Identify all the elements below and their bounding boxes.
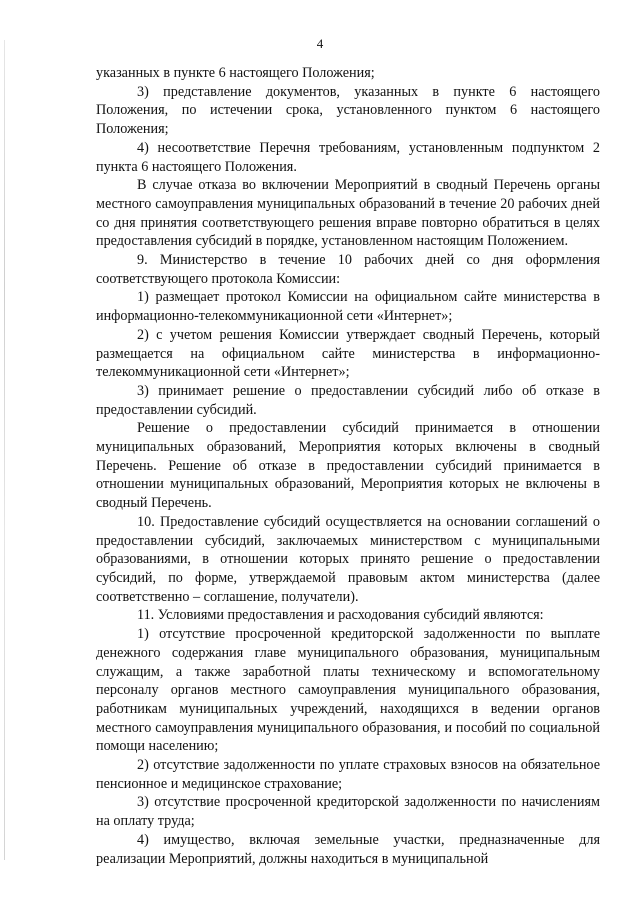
paragraph: 9. Министерство в течение 10 рабочих дней со дня оформления соответствующего протокола Комиссии: (96, 252, 600, 287)
paragraph: 4) имущество, включая земельные участки, предназначенные для реализации Мероприятий, должны находиться в муниципальной (96, 831, 600, 867)
paragraph: 1) отсутствие просроченной кредиторской задолженности по выплате денежного содержания главе муниципального образования, муниципальным служащим, а также заработной платы техническому и вспомогательному персоналу органов местного самоуправления муниципального образования, работникам муниципальных учреждений, находящихся в ведении органов местного самоуправления муниципального образования, и пособий по социальной помощи населению; (96, 626, 600, 755)
paragraph: указанных в пункте 6 настоящего Положения; (96, 65, 375, 81)
scan-edge-line (4, 40, 5, 860)
paragraph: 3) отсутствие просроченной кредиторской задолженности по начислениям на оплату труда; (96, 794, 600, 830)
paragraph: 1) размещает протокол Комиссии на официальном сайте министерства в информационно-телекоммуникационной сети «Интернет»; (96, 289, 600, 325)
body-text (96, 64, 600, 868)
paragraph: 10. Предоставление субсидий осуществляется на основании соглашений о предоставлении субсидий, заключаемых министерством с муниципальными образованиями, в отношении которых принято решение о предоставлении субсидий, по форме, утверждаемой правовым актом министерства (далее соответственно – соглашение, получатели). (96, 513, 600, 605)
paragraph: 2) отсутствие задолженности по уплате страховых взносов на обязательное пенсионное и медицинское страхование; (96, 757, 600, 792)
paragraph: 3) представление документов, указанных в пункте 6 настоящего Положения, по истечении срока, установленного пунктом 6 настоящего Положения; (96, 83, 600, 138)
paragraph: 2) с учетом решения Комиссии утверждает сводный Перечень, который размещается на официальном сайте министерства в информационно-телекоммуникационной сети «Интернет»; (96, 326, 600, 381)
paragraph: В случае отказа во включении Мероприятий в сводный Перечень органы местного самоуправления муниципальных образований в течение 20 рабочих дней со дня принятия соответствующего решения вправе повторно обратиться в целях предоставления субсидий в порядке, установленном настоящим Положением. (96, 177, 600, 250)
paragraph: Решение о предоставлении субсидий принимается в отношении муниципальных образований, Мероприятия которых включены в сводный Перечень. Решение об отказе в предоставлении субсидий принимается в отношении муниципальных образований, Мероприятия которых не включены в сводный Перечень. (96, 420, 600, 512)
paragraph: 11. Условиями предоставления и расходования субсидий являются: (137, 607, 544, 624)
paragraph: 4) несоответствие Перечня требованиям, установленным подпунктом 2 пункта 6 настоящего Положения. (96, 139, 600, 175)
page-number: 4 (316, 36, 324, 51)
paragraph: 3) принимает решение о предоставлении субсидий либо об отказе в предоставлении субсидий. (96, 382, 600, 418)
